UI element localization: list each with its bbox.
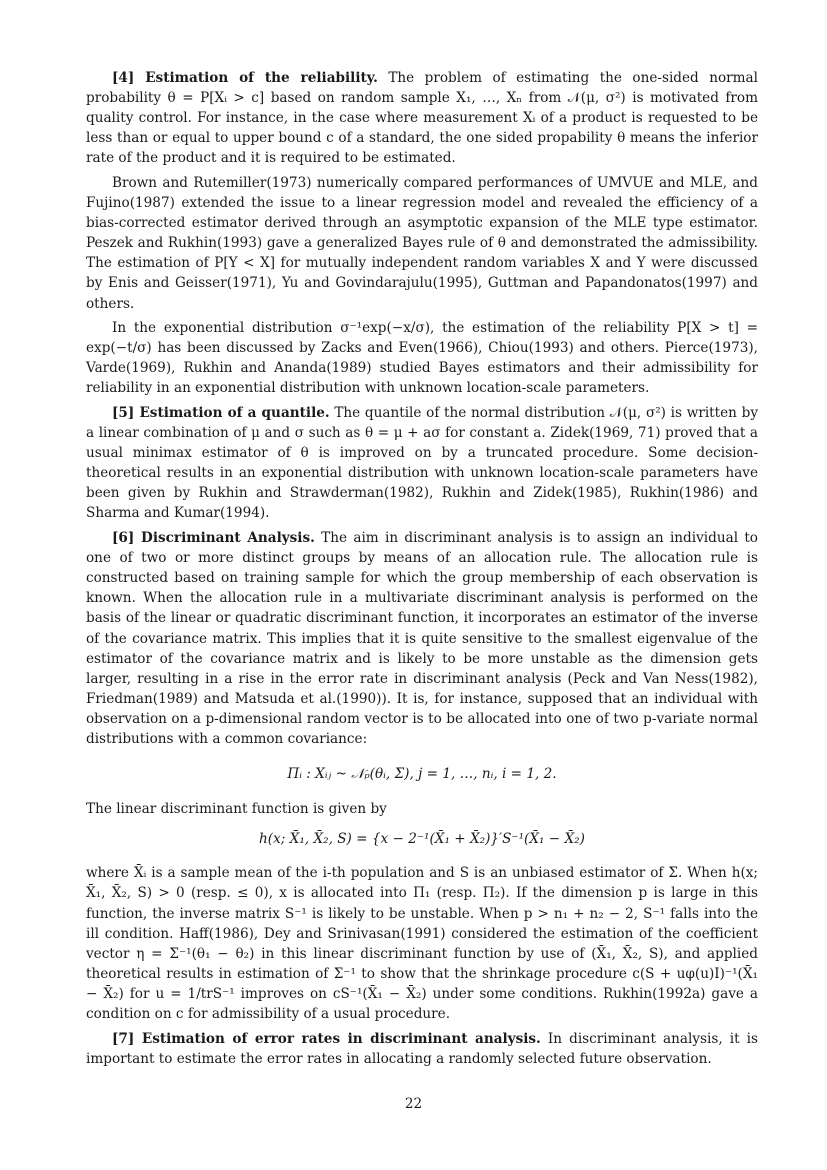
equation-populations: Πᵢ : Xᵢⱼ ~ 𝒩ₚ(θᵢ, Σ), j = 1, …, nᵢ, i = 1, 2. — [287, 766, 557, 783]
page-body — [86, 68, 758, 1073]
section-6-between-text: The linear discriminant function is given by — [86, 801, 387, 818]
section-4-paragraph-2: Brown and Rutemiller(1973) numerically compared performances of UMVUE and MLE, and Fujino(1987) extended the issue to a linear regression model and revealed the efficiency of a bias-corrected estimator derived through an asymptotic expansion of the MLE type estimator. Peszek and Rukhin(1993) gave a generalized Bayes rule of θ and demonstrated the admissibility. The estimation of P[Y < X] for mutually independent random variables X and Y were discussed by Enis and Geisser(1971), Yu and Govindarajulu(1995), Guttman and Papandonatos(1997) and others. — [86, 174, 758, 312]
section-6-paragraph-1 — [86, 528, 758, 749]
section-7-heading: [7] Estimation of error rates in discriminant analysis. — [112, 1030, 541, 1047]
section-4-paragraph-3: In the exponential distribution σ⁻¹exp(−x/σ), the estimation of the reliability P[X > t] = exp(−t/σ) has been discussed by Zacks and Even(1966), Chiou(1993) and others. Pierce(1973), Varde(1969), Rukhin and Ananda(1989) studied Bayes estimators and their admissibility for reliability in an exponential distribution with unknown location-scale parameters. — [86, 320, 758, 397]
section-6-heading: [6] Discriminant Analysis. — [112, 530, 315, 547]
section-6-text-1: The aim in discriminant analysis is to assign an individual to one of two or more distinct groups by means of an allocation rule. The allocation rule is constructed based on training sample for which the group membership of each observation is known. When the allocation rule in a multivariate discriminant analysis is performed on the basis of the linear or quadratic discriminant function, it incorporates an estimator of the inverse of the covariance matrix. This implies that it is quite sensitive to the smallest eigenvalue of the estimator of the covariance matrix and is likely to be more unstable as the dimension gets larger, resulting in a rise in the error rate in discriminant analysis (Peck and Van Ness(1982), Friedman(1989) and Matsuda et al.(1990)). It is, for instance, supposed that an individual with observation on a p-dimensional random vector is to be allocated into one of two p-variate normal distributions with a common covariance: — [86, 530, 758, 747]
section-5-text-1: The quantile of the normal distribution 𝒩(μ, σ²) is written by a linear combination of μ and σ such as θ = μ + aσ for constant a. Zidek(1969, 71) proved that a usual minimax estimator of θ is improved on by a truncated procedure. Some decision-theoretical results in an exponential distribution with unknown location-scale parameters have been given by Rukhin and Strawderman(1982), Rukhin and Zidek(1985), Rukhin(1986) and Sharma and Kumar(1994). — [86, 405, 758, 522]
section-7-text-1: In discriminant analysis, it is important to estimate the error rates in allocating a randomly selected future observation. — [86, 1030, 758, 1067]
section-4-text-1: The problem of estimating the one-sided normal probability θ = P[Xᵢ > c] based on random sample X₁, …, Xₙ from 𝒩(μ, σ²) is motivated from quality control. For instance, in the case where measurement Xᵢ of a product is requested to be less than or equal to upper bound c of a standard, the one sided propability θ means the inferior rate of the product and it is required to be estimated. — [86, 70, 758, 167]
section-4-paragraph-1 — [86, 68, 758, 168]
section-5-paragraph-1 — [86, 403, 758, 524]
section-6-after-text: where X̄ᵢ is a sample mean of the i-th population and S is an unbiased estimator of Σ. When h(x; X̄₁, X̄₂, S) > 0 (resp. ≤ 0), x is allocated into Π₁ (resp. Π₂). If the dimension p is large in this function, the inverse matrix S⁻¹ is likely to be unstable. When p > n₁ + n₂ − 2, S⁻¹ falls into the ill condition. Haff(1986), Dey and Srinivasan(1991) considered the estimation of the coefficient vector η = Σ⁻¹(θ₁ − θ₂) in this linear discriminant function by use of (X̄₁, X̄₂, S), and applied theoretical results in estimation of Σ⁻¹ to show that the shrinkage procedure c(S + uφ(u)I)⁻¹(X̄₁ − X̄₂) for u = 1/trS⁻¹ improves on cS⁻¹(X̄₁ − X̄₂) under some conditions. Rukhin(1992a) gave a condition on c for admissibility of a usual procedure. — [86, 865, 758, 1023]
page-number: 22 — [404, 1096, 423, 1112]
equation-discriminant-function: h(x; X̄₁, X̄₂, S) = {x − 2⁻¹(X̄₁ + X̄₂)}′S⁻¹(X̄₁ − X̄₂) — [259, 831, 585, 848]
section-7-paragraph-1 — [86, 1029, 758, 1069]
section-4-heading: [4] Estimation of the reliability. — [112, 70, 378, 86]
section-5-heading: [5] Estimation of a quantile. — [112, 405, 330, 421]
